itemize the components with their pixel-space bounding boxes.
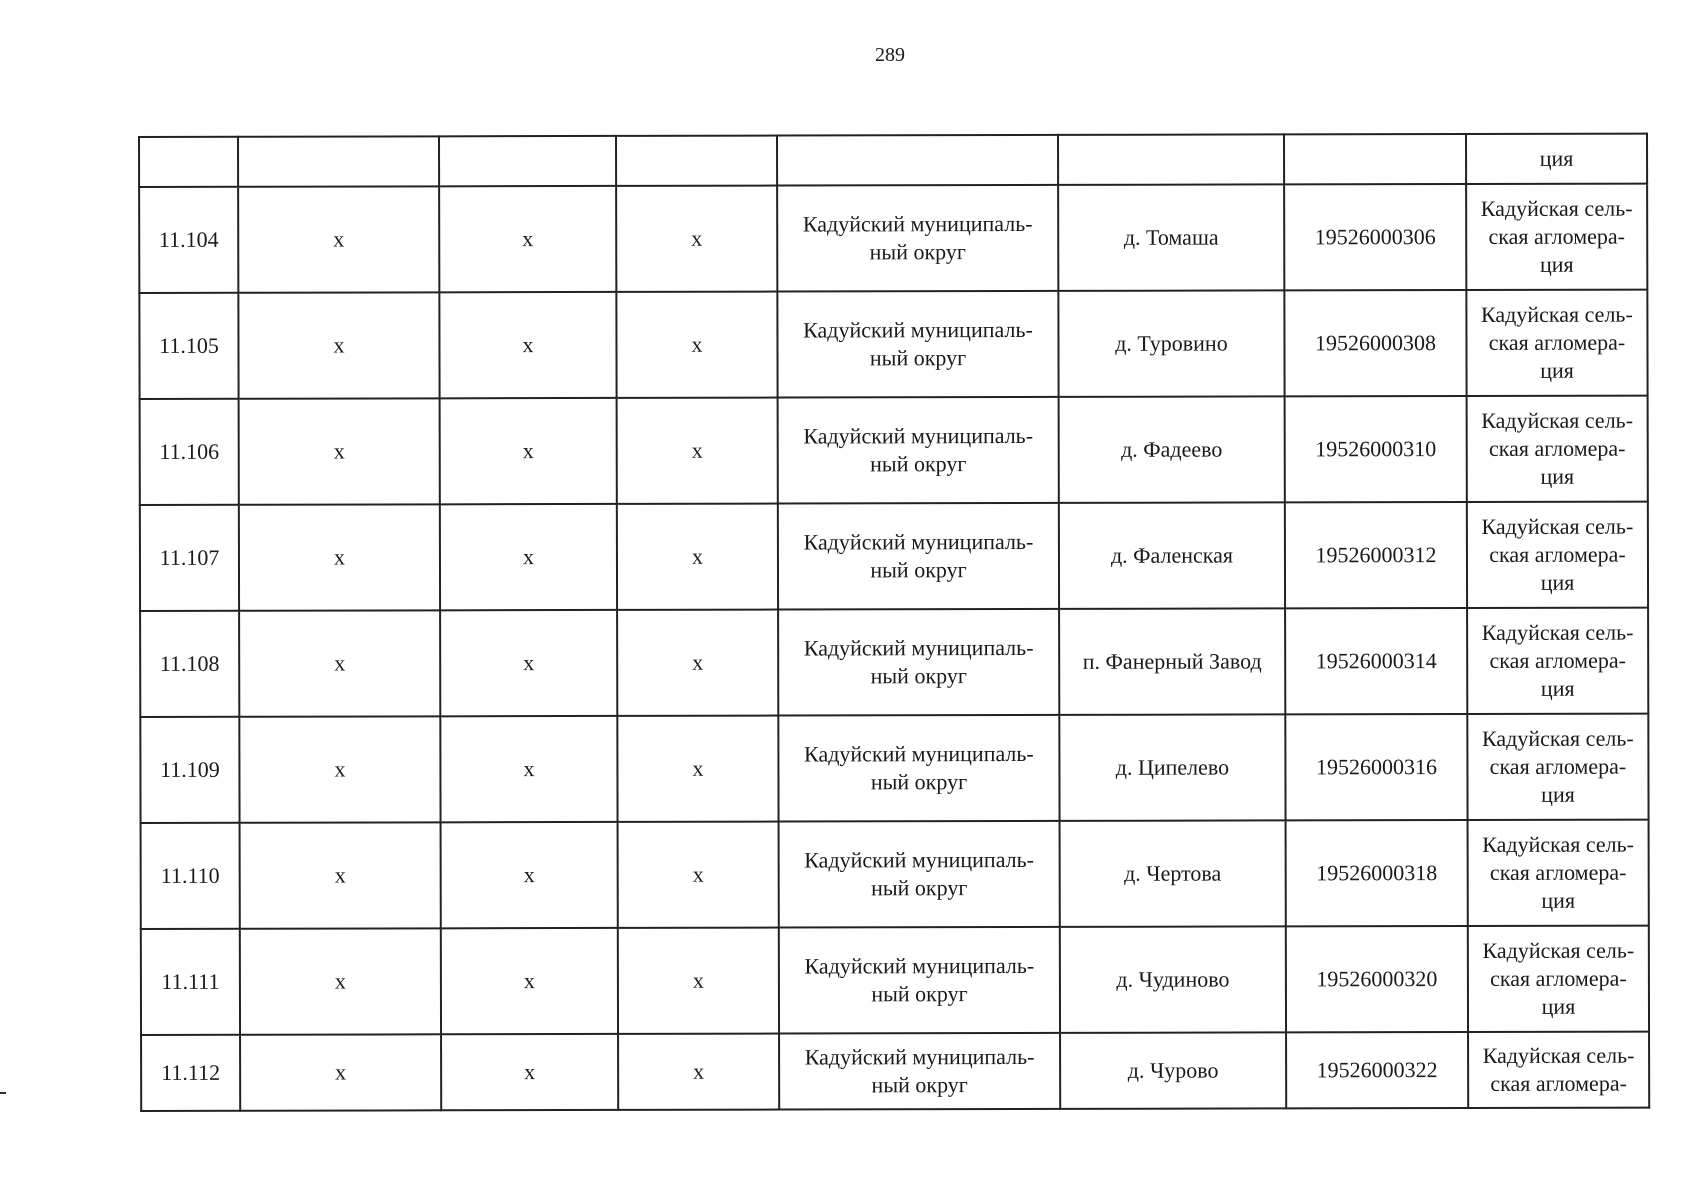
x-cell: х xyxy=(440,610,617,716)
empty-cell xyxy=(439,136,616,186)
district-line: ный округ xyxy=(870,557,967,583)
agglomeration-cell xyxy=(1467,502,1648,608)
row-number-cell: 11.107 xyxy=(140,505,239,611)
code-cell: 19526000310 xyxy=(1285,396,1467,502)
table-row xyxy=(141,820,1649,929)
district-cell xyxy=(779,1033,1060,1110)
margin-mark xyxy=(0,1092,6,1094)
agglomeration-line: ская агломера- xyxy=(1490,965,1627,991)
agglomeration-line: ция xyxy=(1539,251,1574,277)
settlement-cell: п. Фанерный Завод xyxy=(1059,608,1285,715)
row-number-cell: 11.105 xyxy=(139,293,238,399)
agglomeration-line: Кадуйская сель- xyxy=(1481,513,1634,539)
settlement-register-table xyxy=(138,133,1650,1112)
agglomeration-line: ская агломера- xyxy=(1490,1070,1627,1096)
agglomeration-line: ская агломера- xyxy=(1488,329,1626,355)
x-cell: х xyxy=(238,292,439,398)
agglomeration-line: Кадуйская сель- xyxy=(1480,301,1633,327)
row-number-cell: 11.111 xyxy=(141,929,240,1035)
agglomeration-line: ция xyxy=(1541,993,1576,1019)
row-number-cell: 11.112 xyxy=(141,1035,240,1111)
table-row xyxy=(139,290,1647,399)
district-line: Кадуйский муниципаль- xyxy=(803,634,1034,661)
row-number-cell: 11.104 xyxy=(139,187,238,293)
agglomeration-cell xyxy=(1468,926,1649,1032)
row-number-cell: 11.108 xyxy=(140,611,239,717)
agglomeration-cell xyxy=(1467,608,1648,714)
table-row xyxy=(140,714,1648,823)
agglomeration-tail-cell: ция xyxy=(1466,134,1647,184)
empty-cell xyxy=(139,137,238,187)
continuation-row xyxy=(139,134,1647,187)
x-cell: х xyxy=(439,292,616,398)
district-line: ный округ xyxy=(871,875,968,901)
district-cell xyxy=(778,609,1059,716)
settlement-cell: д. Чурово xyxy=(1060,1032,1286,1109)
code-cell: 19526000314 xyxy=(1285,608,1467,714)
row-number-cell: 11.110 xyxy=(141,823,240,929)
x-cell: х xyxy=(441,1034,618,1110)
table-row xyxy=(140,608,1648,717)
x-cell: х xyxy=(238,186,439,292)
settlement-cell: д. Фадеево xyxy=(1059,396,1285,503)
district-line: Кадуйский муниципаль- xyxy=(803,528,1034,555)
table-row xyxy=(139,184,1647,293)
table-row xyxy=(141,1032,1649,1111)
x-cell: х xyxy=(616,292,777,398)
code-cell: 19526000318 xyxy=(1286,820,1468,926)
x-cell: х xyxy=(617,610,778,716)
x-cell: х xyxy=(616,186,777,292)
agglomeration-line: ция xyxy=(1540,357,1574,383)
empty-cell xyxy=(1058,134,1284,185)
district-line: ный округ xyxy=(870,769,968,795)
agglomeration-line: Кадуйская сель- xyxy=(1481,407,1634,433)
code-cell: 19526000320 xyxy=(1286,926,1468,1032)
x-cell: х xyxy=(618,928,779,1034)
x-cell: х xyxy=(439,186,616,292)
agglomeration-line: ция xyxy=(1541,781,1575,807)
district-cell xyxy=(777,185,1058,292)
district-line: Кадуйский муниципаль- xyxy=(804,1043,1035,1070)
settlement-cell: д. Чудиново xyxy=(1060,926,1286,1033)
district-line: Кадуйский муниципаль- xyxy=(804,952,1035,979)
agglomeration-line: Кадуйская сель- xyxy=(1481,725,1634,751)
district-line: Кадуйский муниципаль- xyxy=(804,740,1034,767)
x-cell: х xyxy=(440,398,617,504)
page-number: 289 xyxy=(875,44,905,66)
x-cell: х xyxy=(440,504,617,610)
agglomeration-line: ская агломера- xyxy=(1488,435,1626,461)
district-line: ный округ xyxy=(871,1072,968,1098)
x-cell: х xyxy=(618,1034,779,1110)
agglomeration-line: ция xyxy=(1541,887,1576,913)
agglomeration-line: Кадуйская сель- xyxy=(1482,1042,1635,1068)
agglomeration-line: Кадуйская сель- xyxy=(1482,831,1635,857)
agglomeration-line: ция xyxy=(1540,675,1575,701)
agglomeration-line: Кадуйская сель- xyxy=(1480,195,1633,221)
district-cell xyxy=(777,291,1058,398)
x-cell: х xyxy=(239,610,440,716)
district-cell xyxy=(778,503,1059,610)
table-row xyxy=(140,502,1648,611)
x-cell: х xyxy=(617,504,778,610)
empty-cell xyxy=(616,136,777,186)
agglomeration-line: ция xyxy=(1540,463,1575,489)
code-cell: 19526000316 xyxy=(1285,714,1467,820)
empty-cell xyxy=(1284,134,1466,184)
x-cell: х xyxy=(240,822,441,928)
agglomeration-cell xyxy=(1467,714,1648,820)
district-cell xyxy=(779,821,1060,928)
x-cell: х xyxy=(239,716,440,822)
district-cell xyxy=(778,715,1059,822)
settlement-cell: д. Фаленская xyxy=(1059,502,1285,609)
table-row xyxy=(141,926,1649,1035)
code-cell: 19526000312 xyxy=(1285,502,1467,608)
settlement-cell: д. Туровино xyxy=(1058,290,1284,397)
district-cell xyxy=(779,927,1060,1034)
agglomeration-cell xyxy=(1468,1032,1649,1108)
x-cell: х xyxy=(239,398,440,504)
district-line: ный округ xyxy=(869,239,966,265)
agglomeration-line: ская агломера- xyxy=(1489,647,1626,673)
table-row xyxy=(140,396,1648,505)
district-line: Кадуйский муниципаль- xyxy=(803,316,1033,343)
district-cell xyxy=(778,397,1059,504)
code-cell: 19526000322 xyxy=(1286,1032,1468,1108)
settlement-cell: д. Чертова xyxy=(1060,820,1286,927)
x-cell: х xyxy=(240,928,441,1034)
x-cell: х xyxy=(240,1034,441,1110)
agglomeration-cell xyxy=(1466,184,1647,290)
agglomeration-cell xyxy=(1467,396,1648,502)
row-number-cell: 11.106 xyxy=(140,399,239,505)
settlement-cell: д. Томаша xyxy=(1058,184,1284,291)
agglomeration-line: ская агломера- xyxy=(1489,753,1627,779)
district-line: ный округ xyxy=(869,345,967,371)
district-line: Кадуйский муниципаль- xyxy=(802,210,1033,237)
agglomeration-line: ская агломера- xyxy=(1489,541,1626,567)
district-line: ный округ xyxy=(870,663,967,689)
district-line: ный округ xyxy=(870,451,967,477)
agglomeration-line: Кадуйская сель- xyxy=(1481,619,1634,645)
code-cell: 19526000308 xyxy=(1284,290,1466,396)
x-cell: х xyxy=(617,398,778,504)
agglomeration-line: Кадуйская сель- xyxy=(1482,937,1635,963)
empty-cell xyxy=(777,135,1058,186)
x-cell: х xyxy=(617,716,778,822)
agglomeration-line: ция xyxy=(1540,569,1575,595)
agglomeration-cell xyxy=(1466,290,1647,396)
x-cell: х xyxy=(239,504,440,610)
district-line: Кадуйский муниципаль- xyxy=(804,846,1035,873)
agglomeration-line: ская агломера- xyxy=(1488,223,1626,249)
x-cell: х xyxy=(441,822,618,928)
empty-cell xyxy=(238,136,439,186)
x-cell: х xyxy=(618,822,779,928)
row-number-cell: 11.109 xyxy=(140,717,239,823)
x-cell: х xyxy=(440,716,617,822)
district-line: Кадуйский муниципаль- xyxy=(803,422,1034,449)
x-cell: х xyxy=(441,928,618,1034)
agglomeration-cell xyxy=(1468,820,1649,926)
district-line: ный округ xyxy=(871,981,968,1007)
settlement-cell: д. Ципелево xyxy=(1059,714,1285,821)
code-cell: 19526000306 xyxy=(1284,184,1466,290)
agglomeration-line: ская агломера- xyxy=(1489,859,1627,885)
